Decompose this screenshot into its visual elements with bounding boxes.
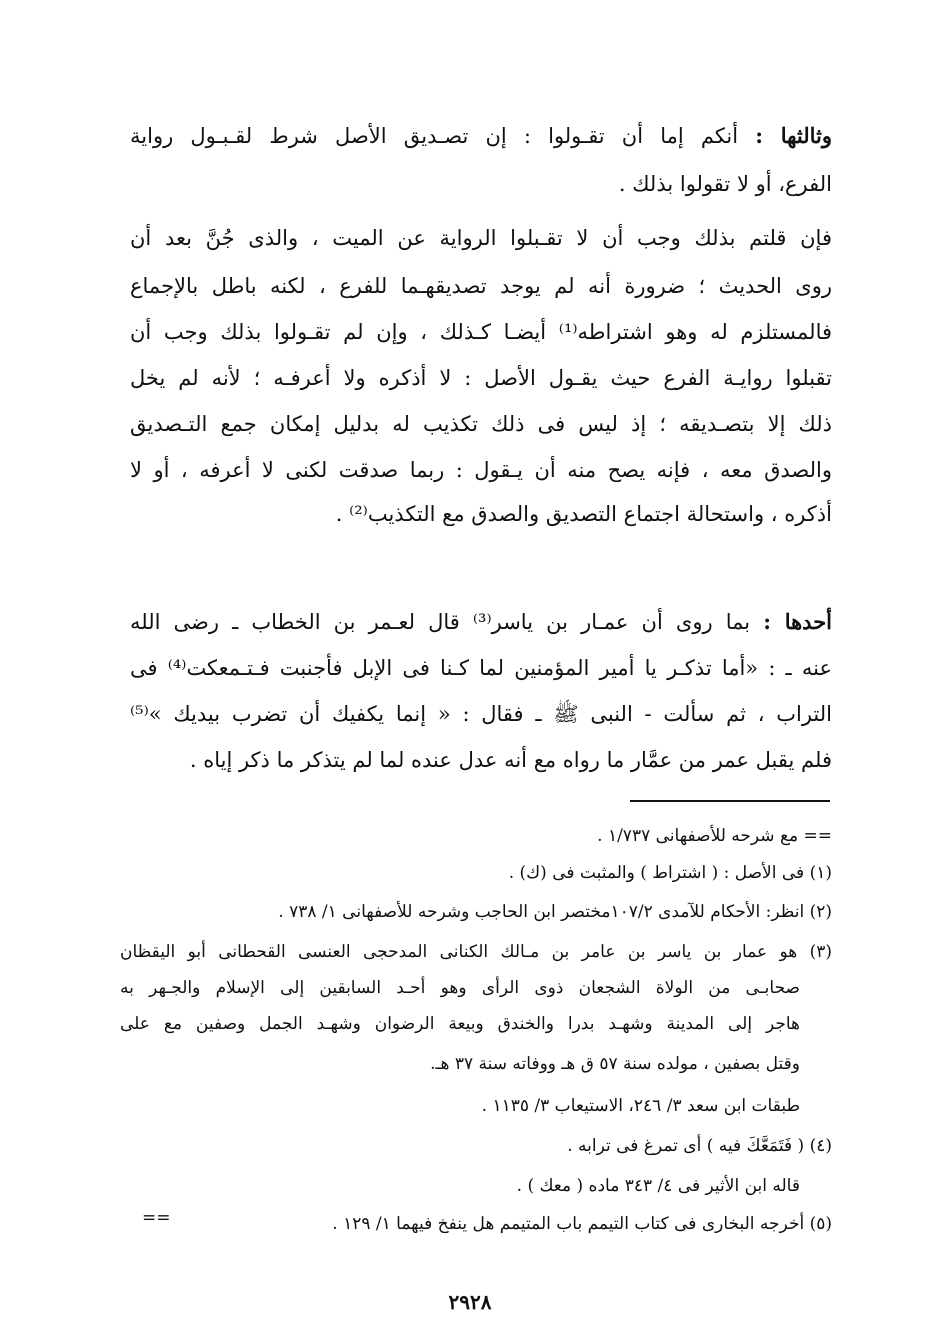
footnote-separator — [630, 800, 830, 802]
body-line: فإن قلتم بذلك وجب أن لا تقـبلوا الرواية عن الميت ، والذى جُنَّ بعد أن — [130, 226, 832, 250]
line-text: بما روى أن عمـار بن ياسر⁽³⁾ قال لعـمر بن الخطاب ـ رضى الله — [130, 610, 751, 634]
body-line: فلم يقبل عمر من عمَّار ما رواه مع أنه عدل عنده لما لم يتذكر ما ذكر إياه . — [189, 748, 832, 772]
body-line: والصدق معه ، فإنه يصح منه أن يـقول : ربما صدقت لكنى لا أعرفه ، أو لا — [130, 458, 832, 482]
body-line: تقبلوا روايـة الفرع حيث يقـول الأصل : لا أذكره ولا أعرفـه ؛ لأنه لم يخل — [130, 366, 832, 390]
footnote-3-line: صحابـى من الولاة الشجعان ذوى الرأى وهو أحـد السابقين إلى الإسلام والجـهر به — [120, 978, 800, 998]
body-line: أذكره ، واستحالة اجتماع التصديق والصدق مع التكذيب⁽²⁾ . — [335, 502, 832, 526]
footnote-3-line: هاجر إلى المدينة وشهـد بدرا والخندق وبيعة الرضوان وشهـد الجمل وصفين مع على — [120, 1014, 800, 1034]
body-line: التراب ، ثم سألت - النبى ﷺ ـ فقال : « إنما يكفيك أن تضرب بيديك »⁽⁵⁾ — [130, 702, 832, 726]
footnote-5: (٥) أخرجه البخارى فى كتاب التيمم باب المتيمم هل ينفخ فيهما ١/ ١٢٩ . — [332, 1214, 832, 1234]
body-line: عنه ـ : «أما تذكـر يا أمير المؤمنين لما كـنا فى الإبل فأجنبت فـتـمعكت⁽⁴⁾ فى — [130, 656, 832, 680]
body-line — [130, 116, 832, 156]
footnote-1: (١) فى الأصل : ( اشتراط ) والمثبت فى (ك) . — [508, 863, 832, 883]
lead-word: وثالثها : — [755, 123, 832, 148]
body-line: الفرع، أو لا تقولوا بذلك . — [618, 172, 832, 196]
lead-word: أحدها : — [763, 609, 833, 634]
body-line: فالمستلزم له وهو اشتراطه⁽¹⁾ أيضـا كـذلك ، وإن لم تقـولوا بذلك وجب أن — [130, 320, 833, 344]
footnote-3-line: وقتل بصفين ، مولده سنة ٥٧ ق هـ ووفاته سنة ٣٧ هـ. — [430, 1054, 800, 1074]
footnote-3: (٣) هو عمار بن ياسر بن عامر بن مـالك الكنانى المدحجى العنسى القحطانى أبو اليقظان — [120, 942, 832, 962]
body-line — [130, 602, 832, 642]
body-line: ذلك إلا بتصـديقه ؛ إذ ليس فى ذلك تكذيب له بدليل إمكان جمع التـصديق — [130, 412, 832, 436]
footnote-2: (٢) انظر: الأحكام للآمدى ١٠٧/٢مختصر ابن الحاجب وشرحه للأصفهانى ١/ ٧٣٨ . — [278, 902, 832, 922]
footnote-continuation: == مع شرحه للأصفهانى ١/٧٣٧ . — [597, 826, 832, 846]
line-text: أنكم إما أن تقـولوا : إن تصـديق الأصل شرط لقـبـول رواية — [130, 124, 739, 148]
footnote-4-line: قاله ابن الأثير فى ٤/ ٣٤٣ ماده ( معك ) . — [516, 1176, 800, 1196]
footnote-4: (٤) ( فَتَمَعَّكَ فيه ) أى تمرغ فى ترابه . — [567, 1136, 832, 1156]
body-line: روى الحديث ؛ ضرورة أنه لم يوجد تصديقهـما للفرع ، لكنه باطل بالإجماع — [130, 274, 832, 298]
page-number: ٢٩٢٨ — [448, 1290, 492, 1314]
footnote-3-line: طبقات ابن سعد ٣/ ٢٤٦، الاستيعاب ٣/ ١١٣٥ . — [481, 1096, 800, 1116]
footnote-continues-marker: == — [142, 1208, 171, 1228]
